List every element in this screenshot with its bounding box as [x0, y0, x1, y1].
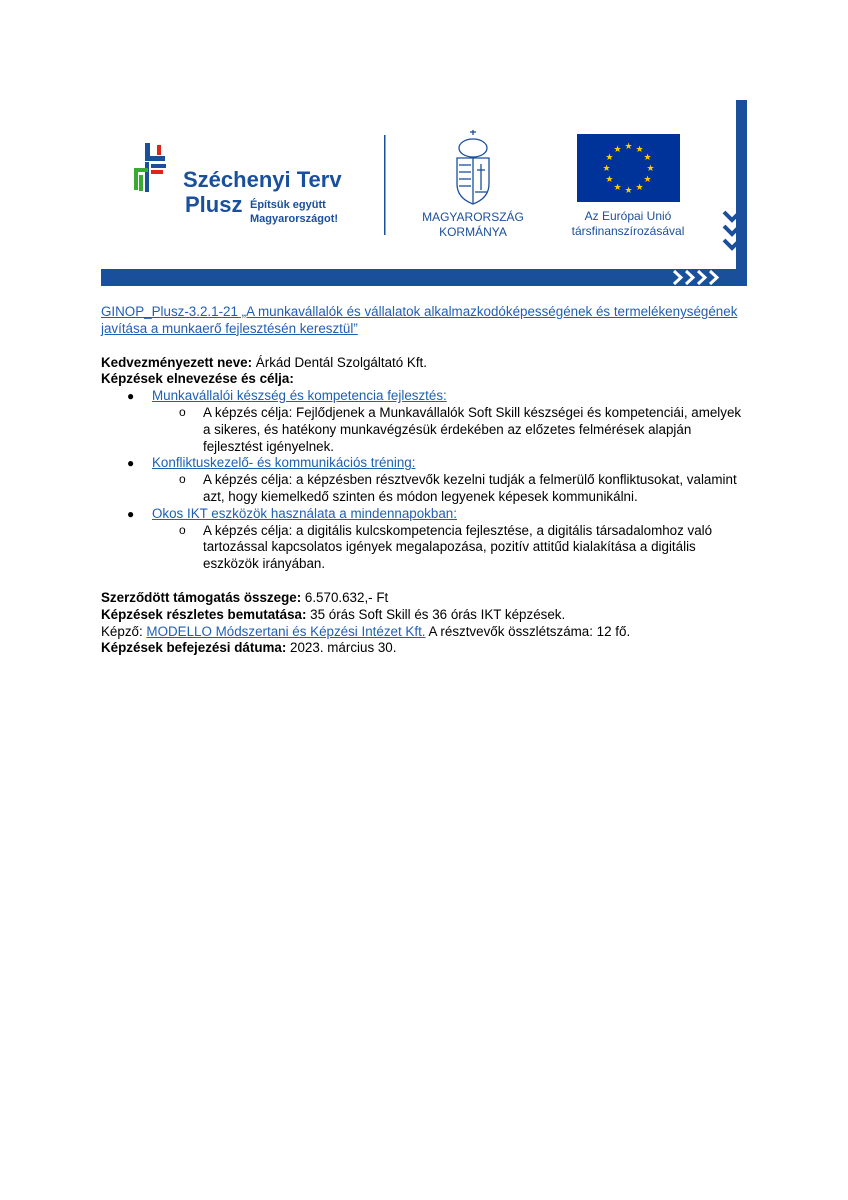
eu-star-icon: ★	[624, 141, 633, 151]
sub-bullet-icon: o	[179, 472, 186, 487]
sub-bullet-icon: o	[179, 404, 186, 419]
project-title[interactable]	[101, 304, 751, 338]
training-name-link[interactable]: Munkavállalói készség és kompetencia fejlesztés:	[152, 388, 447, 404]
eu-star-icon: ★	[643, 174, 652, 184]
details-label: Képzések részletes bemutatása:	[101, 606, 307, 622]
szechenyi-plus: Plusz	[185, 192, 243, 217]
support-line	[101, 590, 751, 607]
szechenyi-slogan-2: Magyarországot!	[250, 213, 339, 225]
gov-line-1: MAGYARORSZÁG	[422, 210, 524, 224]
spacer	[101, 338, 751, 355]
eu-star-icon: ★	[613, 182, 622, 193]
end-date-label: Képzések befejezési dátuma:	[101, 640, 287, 656]
eu-flag-icon	[577, 134, 680, 202]
training-goal-list	[152, 405, 751, 455]
end-date-line	[101, 640, 751, 657]
szechenyi-cross-icon	[134, 143, 166, 192]
project-title-link[interactable]: GINOP_Plusz-3.2.1-21 „A munkavállalók és vállalatok alkalmazkodóképességének és termelékenységének javítása a munkaerő fejlesztésén keresztül”	[101, 304, 738, 336]
support-value: 6.570.632,- Ft	[301, 589, 389, 605]
beneficiary-value: Árkád Dentál Szolgáltató Kft.	[252, 354, 427, 370]
support-label: Szerződött támogatás összege:	[101, 589, 302, 605]
eu-star-icon: ★	[635, 182, 644, 193]
sub-bullet-icon: o	[179, 522, 186, 537]
trainings-list	[101, 388, 751, 573]
spacer	[101, 573, 751, 590]
eu-star-icon: ★	[602, 163, 611, 173]
trainings-heading: Képzések elnevezése és célja:	[101, 371, 294, 387]
eu-star-icon: ★	[605, 152, 614, 162]
bullet-icon: ●	[127, 506, 135, 521]
training-goal: A képzés célja: Fejlődjenek a Munkavállalók Soft Skill készségei és kompetenciái, amelyek a sikeres, és hatékony munkavégzésük érdekében az előzetes felmérések alapján fejlesztést igényelnek.	[203, 404, 742, 454]
eu-star-icon: ★	[635, 143, 644, 154]
eu-star-icon: ★	[646, 163, 655, 173]
trainer-link[interactable]: MODELLO Módszertani és Képzési Intézet Kft.	[146, 623, 426, 639]
eu-star-icon: ★	[643, 152, 652, 162]
logo-divider	[384, 135, 386, 235]
list-item	[152, 523, 751, 573]
szechenyi-slogan-1: Építsük együtt	[250, 199, 326, 211]
details-line	[101, 607, 751, 624]
beneficiary-label: Kedvezményezett neve:	[101, 354, 253, 370]
bullet-icon: ●	[127, 389, 135, 404]
training-goal-list	[152, 523, 751, 573]
end-date-value: 2023. március 30.	[286, 640, 397, 656]
coat-of-arms-icon	[457, 130, 489, 204]
eu-star-icon: ★	[605, 174, 614, 184]
funding-banner	[101, 100, 747, 286]
list-item	[152, 472, 751, 506]
list-item	[101, 388, 751, 455]
banner-graphic	[101, 100, 747, 286]
gov-line-2: KORMÁNYA	[439, 225, 507, 239]
training-goal-list	[152, 472, 751, 506]
banner-bottom-bar	[101, 269, 747, 286]
eu-star-icon: ★	[613, 143, 622, 154]
szechenyi-title: Széchenyi Terv	[183, 167, 342, 192]
banner-right-bar	[736, 100, 747, 286]
beneficiary-line	[101, 355, 751, 372]
details-value: 35 órás Soft Skill és 36 órás IKT képzések.	[306, 606, 566, 622]
training-name-link[interactable]: Okos IKT eszközök használata a mindennapokban:	[152, 505, 457, 521]
list-item	[152, 405, 751, 455]
list-item	[101, 455, 751, 505]
training-goal: A képzés célja: a digitális kulcskompetencia fejlesztése, a digitális társadalomhoz való tartozással kapcsolatos igények megalapozása, pozitív attitűd kialakítása a digitális eszközök irányában.	[203, 522, 713, 572]
eu-line-2: társfinanszírozásával	[571, 224, 685, 238]
trainer-rest: A résztvevők összlétszáma: 12 fő.	[425, 623, 631, 639]
trainer-line	[101, 624, 751, 641]
document-body	[101, 304, 751, 657]
eu-star-icon: ★	[624, 185, 633, 195]
trainer-label: Képző:	[101, 623, 147, 639]
training-goal: A képzés célja: a képzésben résztvevők kezelni tudják a felmerülő konfliktusokat, valamint azt, hogy kiemelkedő szinten és módon legyenek képesek kommunikálni.	[203, 472, 737, 504]
list-item	[101, 506, 751, 573]
bullet-icon: ●	[127, 456, 135, 471]
training-name-link[interactable]: Konfliktuskezelő- és kommunikációs tréning:	[152, 455, 416, 471]
eu-line-1: Az Európai Unió	[584, 209, 672, 223]
